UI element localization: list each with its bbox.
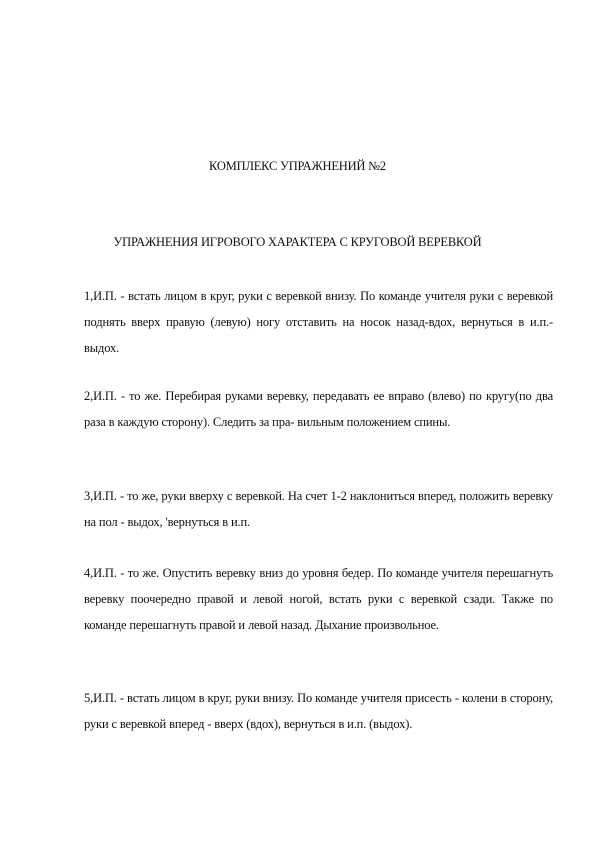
exercise-paragraph-5: 5,И.П. - встать лицом в круг, руки внизу. По команде учителя присесть - колени в сторону, руки с веревкой вперед - вверх (вдох), вернуться в и.п. (выдох). xyxy=(84,691,553,731)
document-subtitle: УПРАЖНЕНИЯ ИГРОВОГО ХАРАКТЕРА С КРУГОВОЙ ВЕРЕВКОЙ xyxy=(113,235,482,249)
exercise-paragraph-2: 2,И.П. - то же. Перебирая руками веревку, передавать ее вправо (влево) по кругу(по два раза в каждую сторону). Следить за пра- вильным положением спины. xyxy=(84,389,553,429)
exercise-paragraph-1: 1,И.П. - встать лицом в круг, руки с веревкой внизу. По команде учителя руки с веревкой поднять вверх правую (левую) ногу отставить на носок назад-вдох, вернуться в и.п.- выдох. xyxy=(84,289,553,355)
exercise-paragraph-4: 4,И.П. - то же. Опустить веревку вниз до уровня бедер. По команде учителя перешагнуть веревку поочередно правой и левой ногой, встать руки с веревкой сзади. Также по команде перешагнуть правой и левой назад. Дыхание произвольное. xyxy=(84,566,553,632)
exercise-paragraph-3: 3,И.П. - то же, руки вверху с веревкой. На счет 1-2 наклониться вперед, положить веревку на пол - выдох, 'вернуться в и.п. xyxy=(84,489,553,529)
document-title: КОМПЛЕКС УПРАЖНЕНИЙ №2 xyxy=(209,159,386,173)
